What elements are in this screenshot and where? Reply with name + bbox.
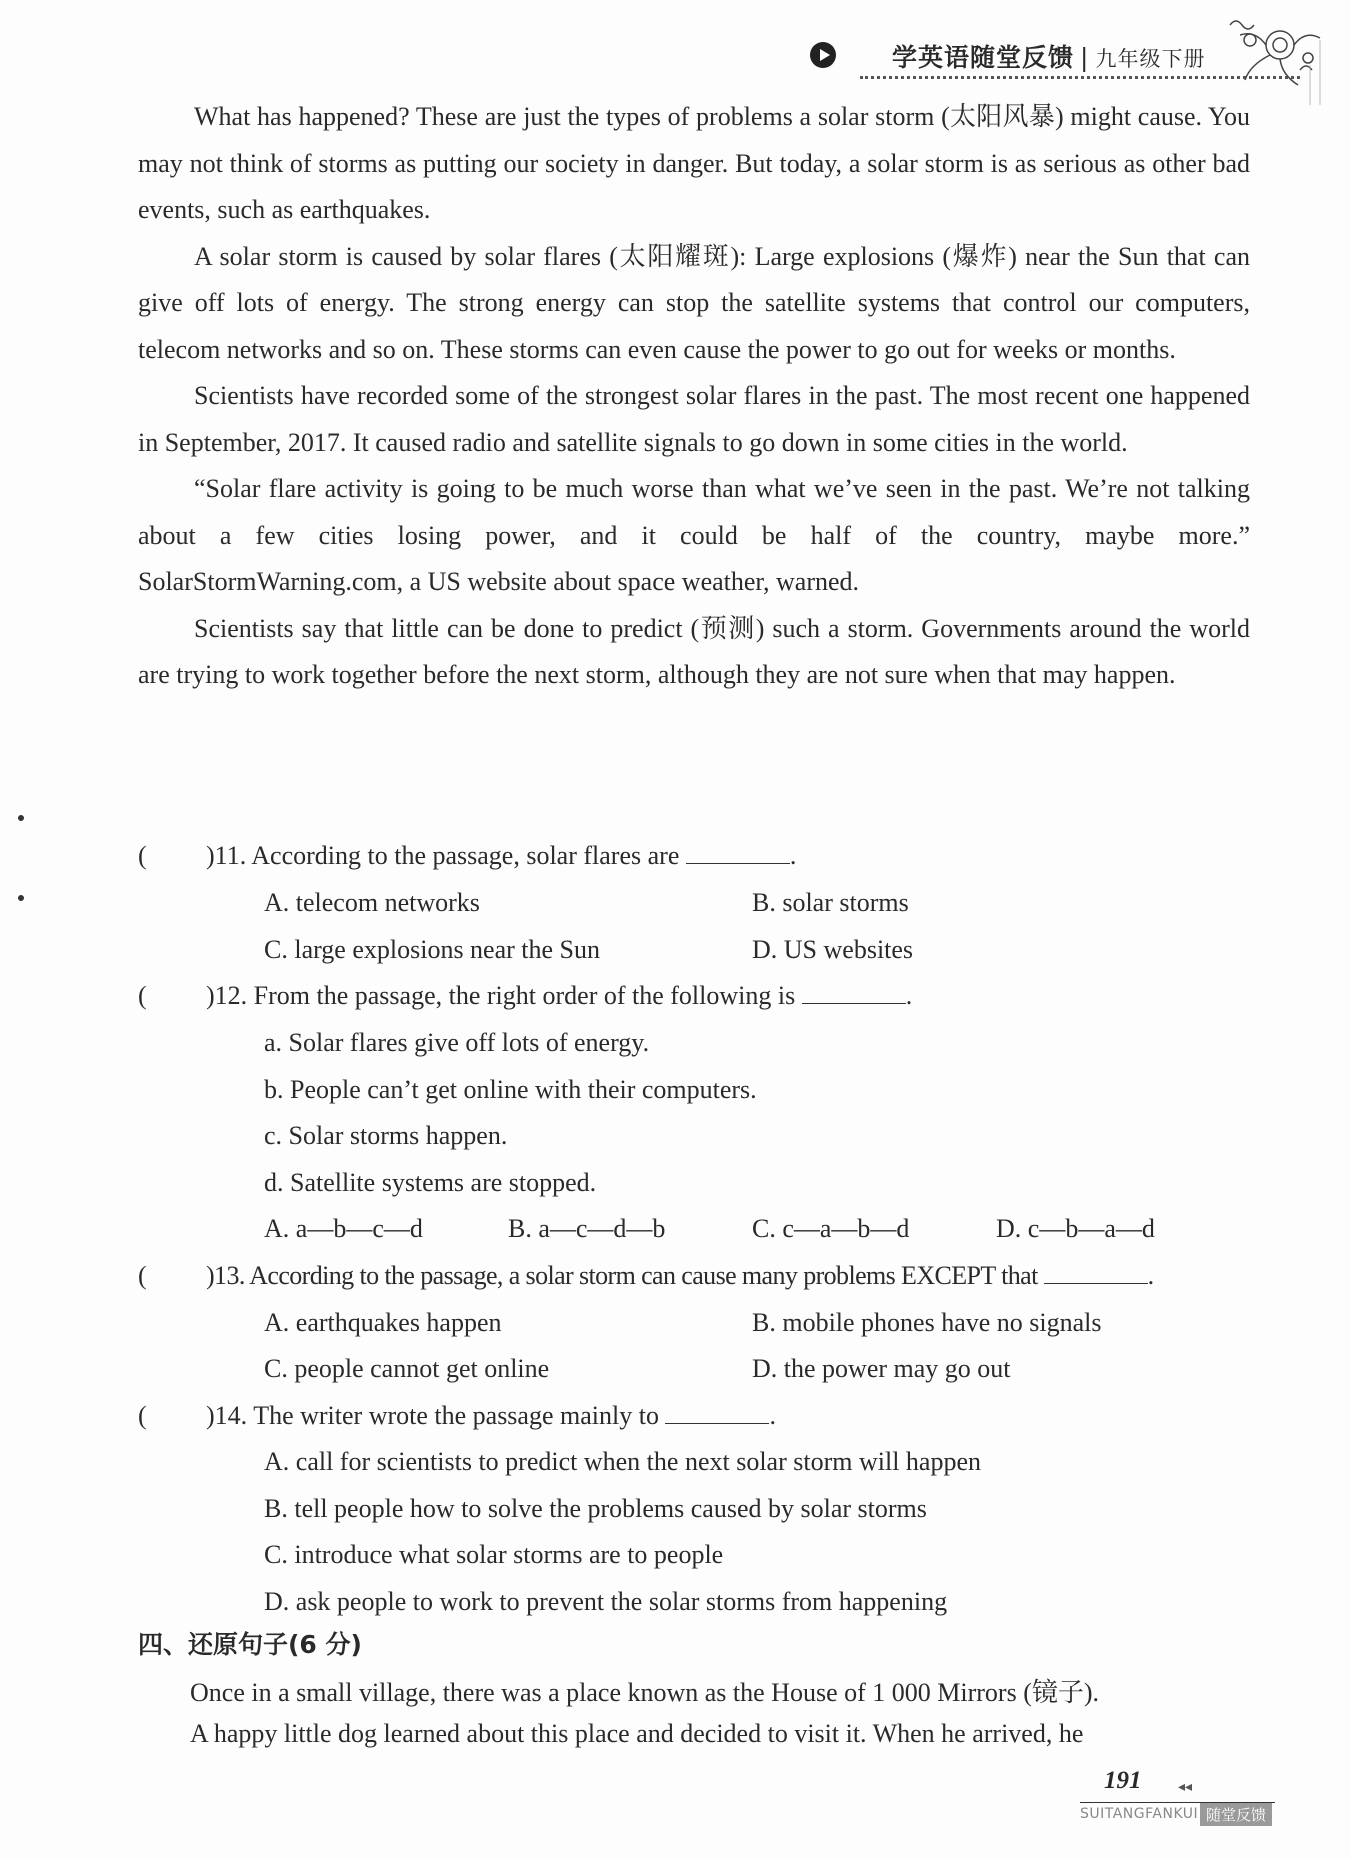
arrow-left-icon: ◂◂ xyxy=(1178,1780,1193,1795)
question-text: )12. From the passage, the right order of the following is xyxy=(206,981,796,1010)
story-line: Once in a small village, there was a place known as the House of 1 000 Mirrors (镜子). xyxy=(190,1678,1100,1707)
event-d: d. Satellite systems are stopped. xyxy=(264,1168,597,1197)
section-heading: 四、还原句子(6 分) xyxy=(138,1630,362,1659)
question-text: )11. According to the passage, solar flares are xyxy=(206,841,680,870)
answer-blank[interactable] xyxy=(665,1401,769,1424)
passage-paragraph: A solar storm is caused by solar flares (太阳耀斑): Large explosions (爆炸) near the Sun that can give off lots of energy. The strong energy can stop the satellite systems that control our computers, telecom networks and so on. These storms can even cause the power to go out for weeks or months. xyxy=(138,241,1250,364)
question-text: )13. According to the passage, a solar storm can cause many problems EXCEPT that xyxy=(206,1261,1038,1290)
punctuation: . xyxy=(789,841,797,870)
book-title xyxy=(892,38,1205,74)
question-12-stem xyxy=(206,981,912,1011)
option-c[interactable]: C. c—a—b—d xyxy=(752,1214,910,1243)
option-a[interactable]: A. call for scientists to predict when the next solar storm will happen xyxy=(264,1447,981,1476)
answer-bracket[interactable]: ( xyxy=(138,981,147,1010)
option-b[interactable]: B. tell people how to solve the problems caused by solar storms xyxy=(264,1494,927,1523)
option-d[interactable]: D. the power may go out xyxy=(752,1354,1011,1383)
answer-bracket[interactable]: ( xyxy=(138,1261,147,1290)
question-text: )14. The writer wrote the passage mainly to xyxy=(206,1401,659,1430)
story-line: A happy little dog learned about this place and decided to visit it. When he arrived, he xyxy=(190,1719,1084,1748)
event-b: b. People can’t get online with their computers. xyxy=(264,1075,757,1104)
option-c[interactable]: C. introduce what solar storms are to people xyxy=(264,1540,724,1569)
answer-blank[interactable] xyxy=(1044,1261,1148,1284)
passage-paragraph: “Solar flare activity is going to be much worse than what we’ve seen in the past. We’re not talking about a few cities losing power, and it could be half of the country, maybe more.” SolarStormWarning.com, a US website about space weather, warned. xyxy=(138,474,1250,596)
passage-paragraph: Scientists say that little can be done to predict (预测) such a storm. Governments around the world are trying to work together before the next storm, although they are not sure when that may happen. xyxy=(138,613,1250,689)
punctuation: . xyxy=(1147,1261,1154,1290)
punctuation: . xyxy=(905,981,913,1010)
flower-decoration-icon xyxy=(1210,10,1330,105)
question-13-stem xyxy=(206,1261,1154,1291)
footer-brand: SUITANGFANKUI xyxy=(1080,1806,1199,1822)
question-14-stem xyxy=(206,1401,776,1431)
margin-mark xyxy=(18,895,24,901)
answer-bracket[interactable]: ( xyxy=(138,1401,147,1430)
page-number: 191 xyxy=(1104,1767,1142,1794)
option-c[interactable]: C. large explosions near the Sun xyxy=(264,935,601,964)
punctuation: . xyxy=(769,1401,776,1430)
header-separator: | xyxy=(1080,43,1090,72)
passage-paragraph: What has happened? These are just the types of problems a solar storm (太阳风暴) might cause. You may not think of storms as putting our society in danger. But today, a solar storm is as serious as other bad events, such as earthquakes. xyxy=(138,102,1250,224)
option-a[interactable]: A. telecom networks xyxy=(264,888,480,917)
option-b[interactable]: B. solar storms xyxy=(752,888,909,917)
option-b[interactable]: B. mobile phones have no signals xyxy=(752,1308,1102,1337)
event-c: c. Solar storms happen. xyxy=(264,1121,508,1150)
option-c[interactable]: C. people cannot get online xyxy=(264,1354,550,1383)
option-d[interactable]: D. ask people to work to prevent the solar storms from happening xyxy=(264,1587,948,1616)
question-11-stem xyxy=(206,841,796,871)
reading-passage xyxy=(138,94,1250,699)
answer-blank[interactable] xyxy=(802,981,906,1004)
option-b[interactable]: B. a—c—d—b xyxy=(508,1214,666,1243)
option-a[interactable]: A. earthquakes happen xyxy=(264,1308,502,1337)
passage-paragraph: Scientists have recorded some of the strongest solar flares in the past. The most recent one happened in September, 2017. It caused radio and satellite signals to go down in some cities in the world. xyxy=(138,381,1250,457)
option-d[interactable]: D. US websites xyxy=(752,935,914,964)
option-d[interactable]: D. c—b—a—d xyxy=(996,1214,1155,1243)
event-a: a. Solar flares give off lots of energy. xyxy=(264,1028,650,1057)
answer-blank[interactable] xyxy=(686,841,790,864)
margin-mark xyxy=(18,815,24,821)
book-grade: 九年级下册 xyxy=(1095,47,1206,71)
answer-bracket[interactable]: ( xyxy=(138,841,147,870)
option-a[interactable]: A. a—b—c—d xyxy=(264,1214,423,1243)
book-title-text: 学英语随堂反馈 xyxy=(892,43,1075,72)
play-icon xyxy=(810,42,836,68)
footer-tag: 随堂反馈 xyxy=(1200,1803,1272,1826)
